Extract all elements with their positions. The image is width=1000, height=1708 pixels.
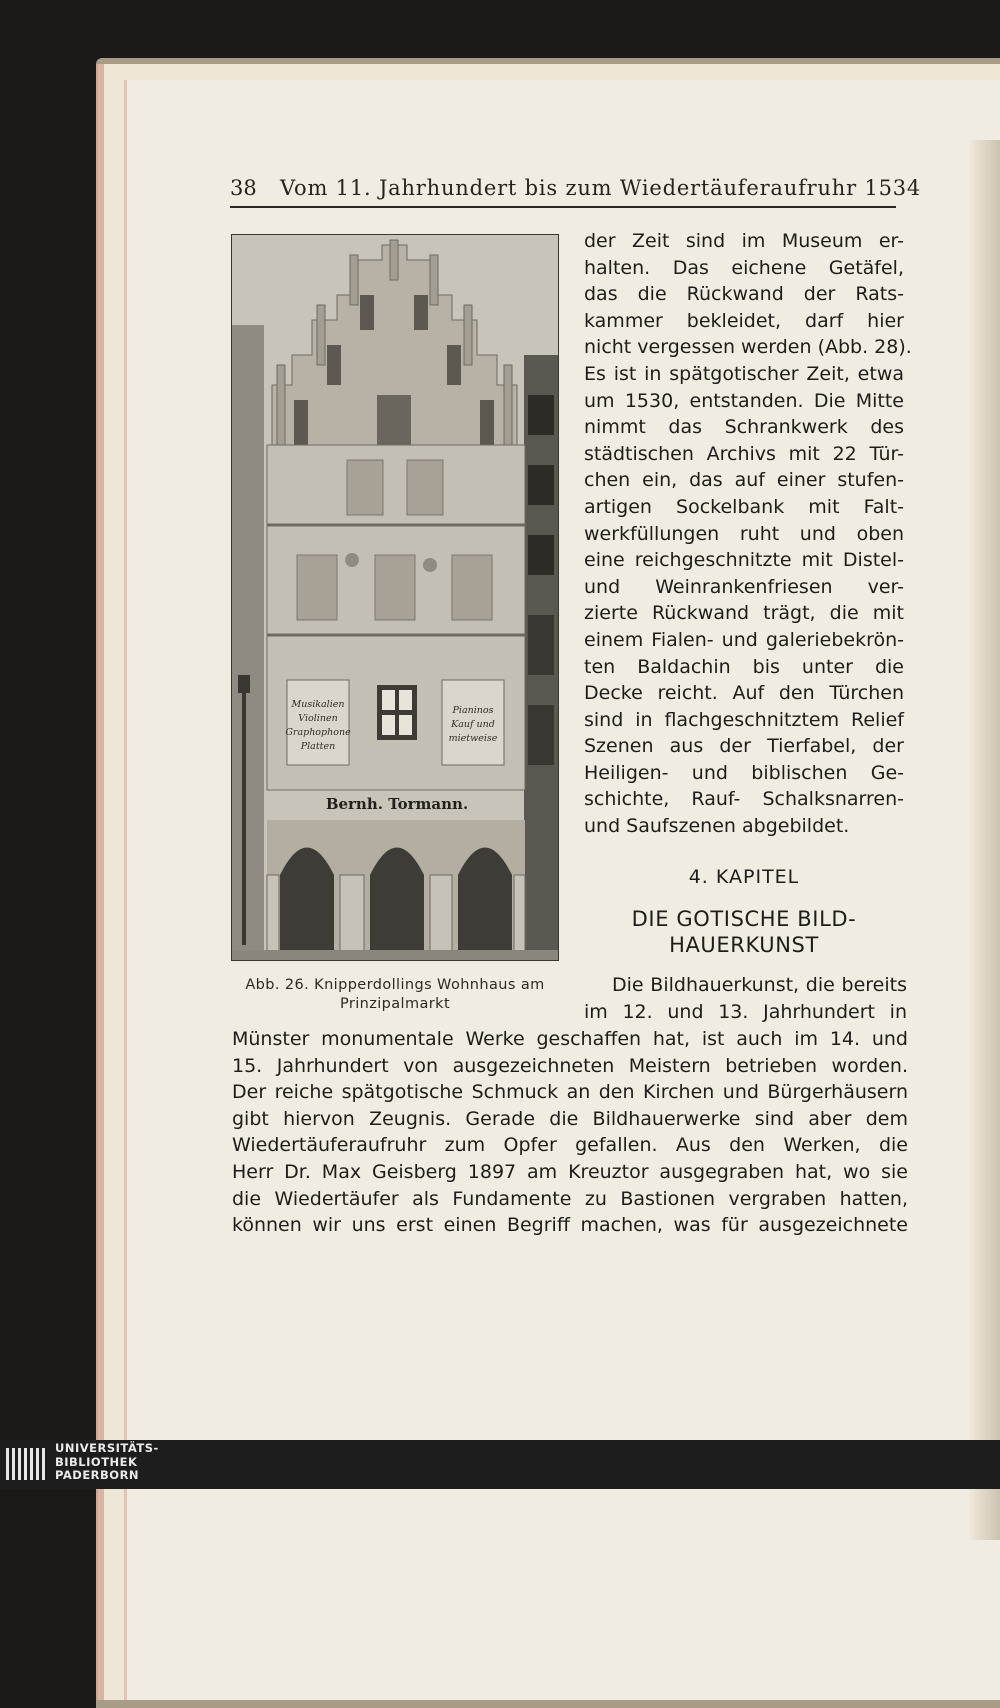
house-facade-illustration [232,235,558,960]
shop-sign: Bernh. Tormann. [325,795,469,813]
chapter-title [584,906,904,958]
text-line: kammer bekleidet, darf hier [584,309,904,332]
text-line: im 12. und 13. Jahrhundert in [584,1000,907,1023]
text-line: das die Rückwand der Rats- [584,283,904,306]
chapter-title-line-2: HAUERKUNST [669,933,819,957]
left-window-line-1: Musikalien [291,699,345,710]
text-line: Decke reicht. Auf den Türchen [584,682,904,705]
right-window-line-1: Pianinos [452,705,494,716]
text-line: ten Baldachin bis unter die [584,655,904,678]
figure-caption [228,976,562,1014]
text-line: Wiedertäuferaufruhr zum Opfer gefallen. Aus den Werken, die [232,1134,908,1157]
text-line: halten. Das eichene Getäfel, [584,256,904,279]
library-footer [0,1440,1000,1489]
text-line: städtischen Archivs mit 22 Tür- [584,442,904,465]
text-line: nimmt das Schrankwerk des [584,416,904,439]
text-line: können wir uns erst einen Begriff machen, was für ausgezeichnete [232,1214,908,1237]
running-title: Vom 11. Jahrhundert bis zum Wiedertäuferaufruhr 1534 [280,176,922,200]
library-logo-icon [6,1444,48,1484]
text-line: werkfüllungen ruht und oben [584,522,904,545]
text-line: und Weinrankenfriesen ver- [584,575,904,598]
text-line: und Saufszenen abgebildet. [584,815,850,838]
text-line: schichte, Rauf- Schalksnarren- [584,788,904,811]
caption-line-2: Prinzipalmarkt [339,996,451,1012]
library-name-line-2: BIBLIOTHEK [55,1454,138,1469]
text-line: 15. Jahrhundert von ausgezeichneten Meistern betrieben worden. [232,1054,908,1077]
library-name [55,1442,159,1483]
text-line: die Wiedertäufer als Fundamente zu Bastionen vergraben hatten, [232,1187,908,1210]
left-window-line-3: Graphophone [285,727,351,738]
text-line: Es ist in spätgotischer Zeit, etwa [584,362,904,385]
running-head [230,172,922,208]
column-text [584,228,912,840]
body-text [232,1026,908,1239]
text-line: Münster monumentale Werke geschaffen hat, ist auch im 14. und [232,1028,908,1050]
text-line: eine reichgeschnitzte mit Distel- [584,549,904,572]
right-window-line-3: mietweise [448,733,498,744]
library-name-line-1: UNIVERSITÄTS- [55,1441,159,1455]
text-line: Heiligen- und biblischen Ge- [584,761,904,784]
text-line: nicht vergessen werden (Abb. 28). [584,336,912,359]
text-line: chen ein, das auf einer stufen- [584,469,904,492]
text-line: Szenen aus der Tierfabel, der [584,735,904,758]
chapter-title-line-1: DIE GOTISCHE BILD- [631,907,857,931]
right-window-line-2: Kauf und [451,719,495,730]
text-line: sind in flachgeschnitztem Relief [584,708,904,731]
figure-photo [231,234,559,961]
text-line: um 1530, entstanden. Die Mitte [584,389,904,412]
page-gutter [969,140,1000,1540]
left-window-line-2: Violinen [298,713,338,724]
left-window-line-4: Platten [300,741,336,752]
text-line: zierte Rückwand trägt, die mit [584,602,904,625]
library-name-line-3: PADERBORN [55,1468,140,1482]
page-number: 38 [230,176,257,200]
text-line: Die Bildhauerkunst, die bereits [612,974,907,996]
chapter-opening-text [584,972,907,1025]
text-line: einem Fialen- und galeriebekrön- [584,628,904,651]
chapter-number: 4. KAPITEL [688,866,800,888]
text-line: der Zeit sind im Museum er- [584,230,904,252]
text-line: gibt hiervon Zeugnis. Gerade die Bildhauerwerke sind aber dem [232,1107,908,1130]
text-line: artigen Sockelbank mit Falt- [584,495,904,518]
text-line: Der reiche spätgotische Schmuck an den Kirchen und Bürgerhäusern [232,1081,908,1104]
caption-line-1: Abb. 26. Knipperdollings Wohnhaus am [245,977,545,993]
text-line: Herr Dr. Max Geisberg 1897 am Kreuztor ausgegraben hat, wo sie [232,1160,908,1183]
